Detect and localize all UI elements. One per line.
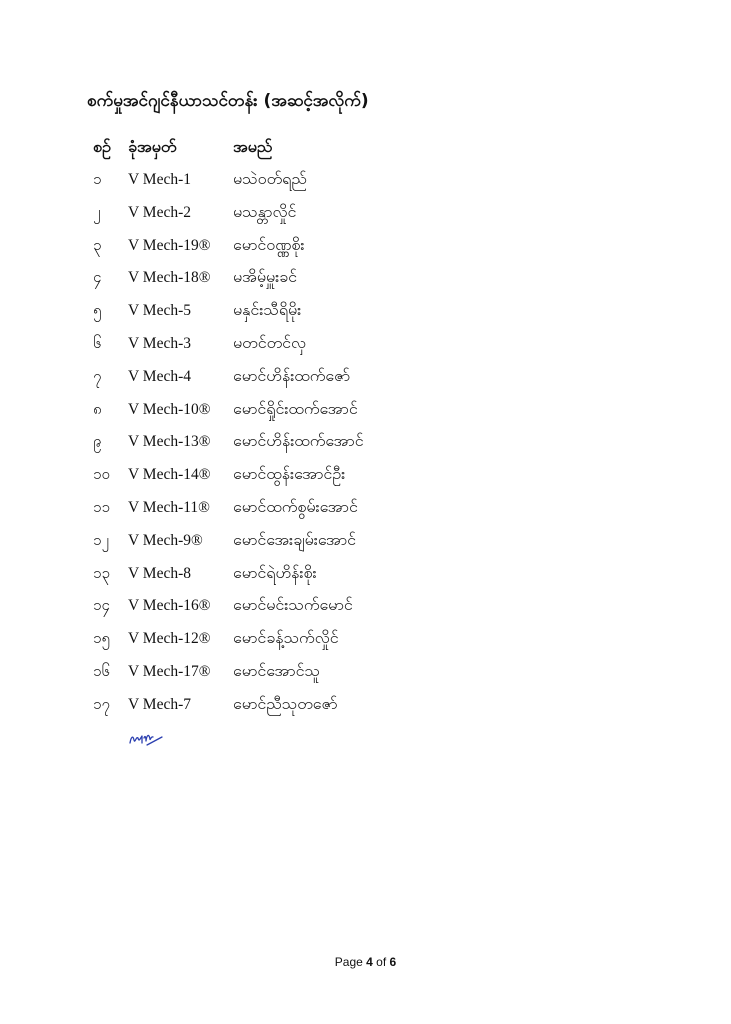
table-row <box>0 428 731 461</box>
table-row <box>0 461 731 494</box>
footer-prefix: Page <box>334 955 367 969</box>
roll-number: V Mech-13® <box>128 433 211 451</box>
row-number: ၇ <box>93 366 102 385</box>
roll-number: V Mech-1 <box>128 171 191 188</box>
row-number: ၁၇ <box>93 694 110 713</box>
roll-number: V Mech-4 <box>128 367 191 385</box>
student-name: မအိမ့်မှူးခင် <box>233 267 298 287</box>
table-row <box>0 264 731 297</box>
student-name: မောင်ထွန်းအောင်ဦး <box>233 464 346 484</box>
student-name: မောင်ထက်စွမ်းအောင် <box>233 496 358 516</box>
row-number: ၁၂ <box>93 530 109 549</box>
roll-number: V Mech-2 <box>128 203 191 221</box>
footer-middle: of <box>372 955 390 969</box>
roll-number: V Mech-10® <box>128 400 211 418</box>
row-number: ၁၀ <box>93 465 110 484</box>
roll-number: V Mech-9® <box>128 531 203 549</box>
table-row <box>0 363 731 396</box>
student-name: မတင်တင်လှ <box>233 332 307 352</box>
student-name: မောင်ညီသုတဇော် <box>233 693 338 713</box>
row-number: ၄ <box>93 268 102 287</box>
row-number: ၁၄ <box>93 596 110 615</box>
student-name: မသဲဝတ်ရည် <box>233 169 307 188</box>
roll-number: V Mech-7 <box>128 695 191 713</box>
row-number: ၃ <box>93 235 102 254</box>
student-name: မောင်အောင်သူ <box>233 660 320 680</box>
table-row <box>0 691 731 724</box>
header-name: အမည် <box>233 137 273 156</box>
student-name: မောင်ဝဏ္ဏစိုး <box>233 234 305 254</box>
table-row <box>0 330 731 363</box>
roll-number: V Mech-14® <box>128 466 211 484</box>
table-row <box>0 560 731 593</box>
row-number: ၁၃ <box>93 563 110 582</box>
student-name: မောင်ခန့်သက်လှိုင် <box>233 628 339 648</box>
table-row <box>0 625 731 658</box>
footer-total-pages: 6 <box>389 955 397 969</box>
roll-number: V Mech-17® <box>128 662 211 680</box>
student-name: မောင်မင်းသက်မောင် <box>233 595 353 615</box>
roll-number: V Mech-12® <box>128 630 211 648</box>
student-name: မောင်ရဲဟိန်းစိုး <box>233 562 317 582</box>
student-name: မောင်ဟိန်းထက်ဇော် <box>233 365 351 385</box>
roll-number: V Mech-11® <box>128 498 210 516</box>
header-roll: ခုံအမှတ် <box>128 137 177 156</box>
header-no: စဥ် <box>93 137 111 156</box>
roll-number: V Mech-18® <box>128 269 211 287</box>
row-number: ၉ <box>93 432 102 451</box>
student-name: မောင်ရှိုင်းထက်အောင် <box>233 398 358 418</box>
student-name: မနှင်းသီရိမိုး <box>233 300 302 320</box>
row-number: ၁၅ <box>93 629 110 648</box>
table-row <box>0 658 731 691</box>
table-body <box>0 166 731 724</box>
table-row <box>0 527 731 560</box>
row-number: ၈ <box>93 399 102 418</box>
student-name: မောင်ဟိန်းထက်အောင် <box>233 431 364 451</box>
page-footer <box>0 955 731 969</box>
row-number: ၅ <box>93 301 102 320</box>
table-row <box>0 494 731 527</box>
table-row <box>0 199 731 232</box>
roll-number: V Mech-19® <box>128 236 211 254</box>
roll-number: V Mech-3 <box>128 334 191 352</box>
row-number: ၆ <box>93 333 102 352</box>
student-name: မောင်အေးချမ်းအောင် <box>233 529 357 549</box>
footer-current-page: 4 <box>366 955 373 969</box>
roll-number: V Mech-5 <box>128 302 191 320</box>
roll-number: V Mech-16® <box>128 597 211 615</box>
roll-number: V Mech-8 <box>128 564 191 582</box>
page-title: စက်မှုအင်ဂျင်နီယာသင်တန်း (အဆင့်အလိုက်) <box>87 91 369 111</box>
student-name: မသန္တာလှိုင် <box>233 201 297 221</box>
row-number: ၁ <box>93 170 102 188</box>
row-number: ၂ <box>93 202 101 221</box>
table-row <box>0 166 731 199</box>
table-row <box>0 297 731 330</box>
handwritten-signature <box>127 723 167 753</box>
table-row <box>0 232 731 265</box>
row-number: ၁၁ <box>93 497 110 516</box>
table-header-row <box>0 136 731 162</box>
table-row <box>0 396 731 429</box>
row-number: ၁၆ <box>93 661 110 680</box>
table-row <box>0 592 731 625</box>
